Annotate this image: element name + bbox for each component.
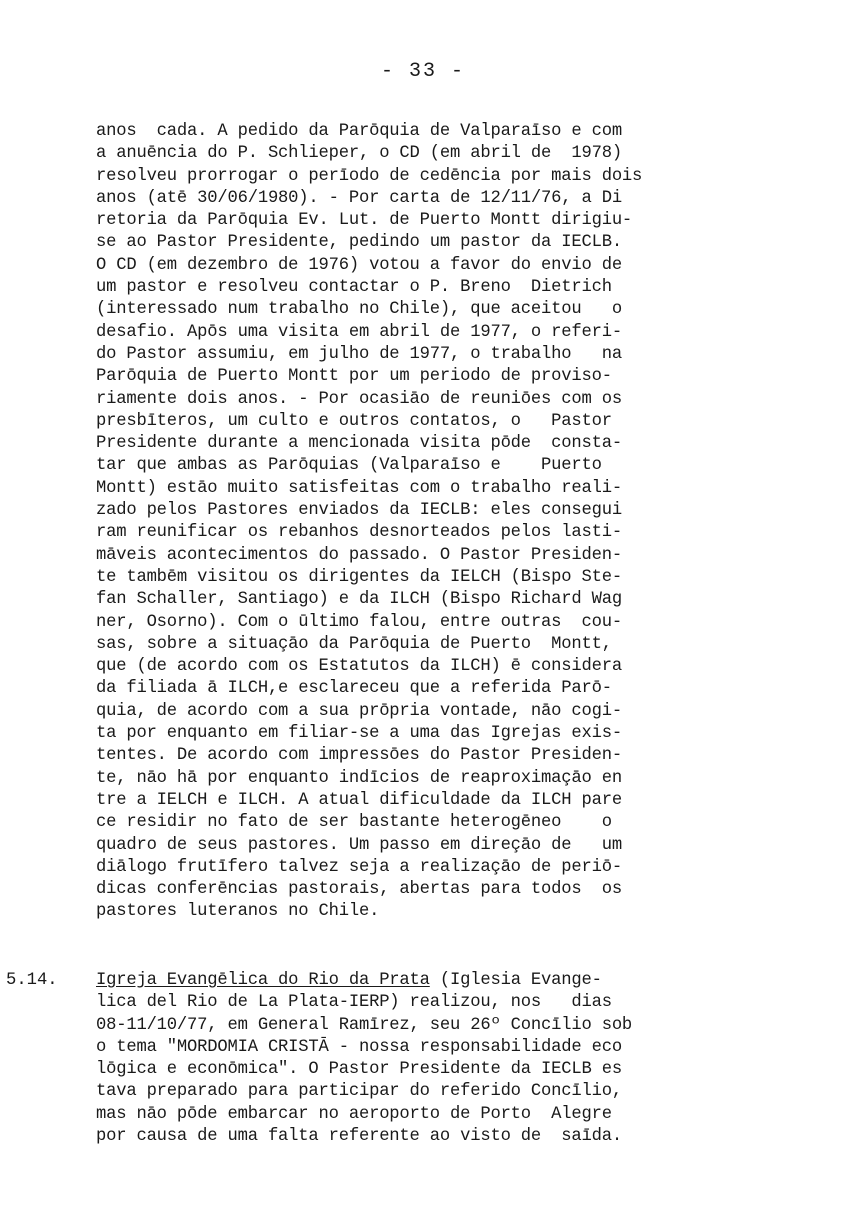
text-line: anos cada. A pedido da Parōquia de Valparaīso e com — [96, 122, 622, 141]
text-line: do Pastor assumiu, em julho de 1977, o trabalho na — [96, 344, 622, 364]
text-line: mas nāo pōde embarcar no aeroporto de Porto Alegre — [96, 1104, 612, 1124]
church-name-underlined: Igreja Evangēlica do Rio da Prata — [96, 971, 430, 990]
text-line: zado pelos Pastores enviados da IECLB: eles consegui — [96, 501, 622, 521]
text-line: Presidente durante a mencionada visita pōde consta- — [96, 434, 622, 454]
text-line: presbīteros, um culto e outros contatos, o Pastor — [96, 411, 612, 431]
text-line: tre a IELCH e ILCH. A atual dificuldade da ILCH pare — [96, 790, 622, 810]
text-line: a anuēncia do P. Schlieper, o CD (em abril de 1978) — [96, 144, 622, 164]
text-line: O CD (em dezembro de 1976) votou a favor do envio de — [96, 255, 622, 275]
page-number: - 33 - — [380, 60, 465, 83]
text-line: ner, Osorno). Com o ūltimo falou, entre outras cou- — [96, 612, 622, 632]
text-line: 08-11/10/77, em General Ramīrez, seu 26º Concīlio sob — [96, 1015, 633, 1035]
text-line: desafio. Apōs uma visita em abril de 1977, o referi- — [96, 322, 622, 342]
text-line: por causa de uma falta referente ao visto de saīda. — [96, 1127, 622, 1147]
text-line: ta por enquanto em filiar-se a uma das Igrejas exis- — [96, 724, 622, 744]
text-line: tentes. De acordo com impressōes do Pastor Presiden- — [96, 746, 622, 766]
text-line: Montt) estāo muito satisfeitas com o trabalho reali- — [96, 478, 622, 498]
text-line: te tambēm visitou os dirigentes da IELCH (Bispo Ste- — [96, 567, 622, 587]
text-line: quia, de acordo com a sua prōpria vontade, nāo cogi- — [96, 701, 622, 721]
text-line: da filiada ā ILCH,e esclareceu que a referida Parō- — [96, 679, 612, 699]
section-number: 5.14. — [6, 971, 58, 990]
text-line-rest: (Iglesia Evange- — [429, 971, 602, 990]
text-line: resolveu prorrogar o perīodo de cedēncia por mais dois — [96, 166, 643, 186]
text-line: lōgica e econōmica". O Pastor Presidente da IECLB es — [96, 1060, 622, 1080]
text-line: Parōquia de Puerto Montt por um periodo de proviso- — [96, 367, 612, 387]
text-line: māveis acontecimentos do passado. O Pastor Presiden- — [96, 545, 622, 565]
text-line: quadro de seus pastores. Um passo em direçāo de um — [96, 835, 622, 855]
text-line: sas, sobre a situaçāo da Parōquia de Puerto Montt, — [96, 634, 612, 654]
text-line: ram reunificar os rebanhos desnorteados pelos lasti- — [96, 523, 622, 543]
text-line: se ao Pastor Presidente, pedindo um pastor da IECLB. — [96, 233, 622, 253]
text-line: fan Schaller, Santiago) e da ILCH (Bispo Richard Wag — [96, 590, 622, 610]
text-line: tava preparado para participar do referido Concīlio, — [96, 1082, 622, 1102]
text-line: dicas conferēncias pastorais, abertas para todos os — [96, 880, 622, 900]
text-line: te, nāo hā por enquanto indīcios de reaproximaçāo en — [96, 768, 622, 788]
text-line: retoria da Parōquia Ev. Lut. de Puerto Montt dirigiu- — [96, 211, 633, 231]
text-line: anos (atē 30/06/1980). - Por carta de 12/11/76, a Di — [96, 188, 622, 208]
text-line: um pastor e resolveu contactar o P. Breno Dietrich — [96, 278, 612, 298]
text-line: ce residir no fato de ser bastante heterogēneo o — [96, 813, 612, 833]
text-line: que (de acordo com os Estatutos da ILCH) ē considera — [96, 657, 622, 677]
text-line: diālogo frutīfero talvez seja a realizaçāo de periō- — [96, 857, 622, 877]
text-line: o tema "MORDOMIA CRISTĀ - nossa responsabilidade eco — [96, 1037, 622, 1057]
text-line: tar que ambas as Parōquias (Valparaīso e Puerto — [96, 456, 602, 476]
text-line: (interessado num trabalho no Chile), que aceitou o — [96, 300, 622, 320]
text-line: riamente dois anos. - Por ocasiāo de reuniōes com os — [96, 389, 622, 409]
text-line — [96, 970, 686, 992]
text-line: pastores luteranos no Chile. — [96, 902, 380, 922]
section-5-14-paragraph — [96, 970, 686, 1148]
paragraph-continued — [96, 121, 686, 924]
text-line: lica del Rio de La Plata-IERP) realizou, nos dias — [96, 993, 612, 1013]
